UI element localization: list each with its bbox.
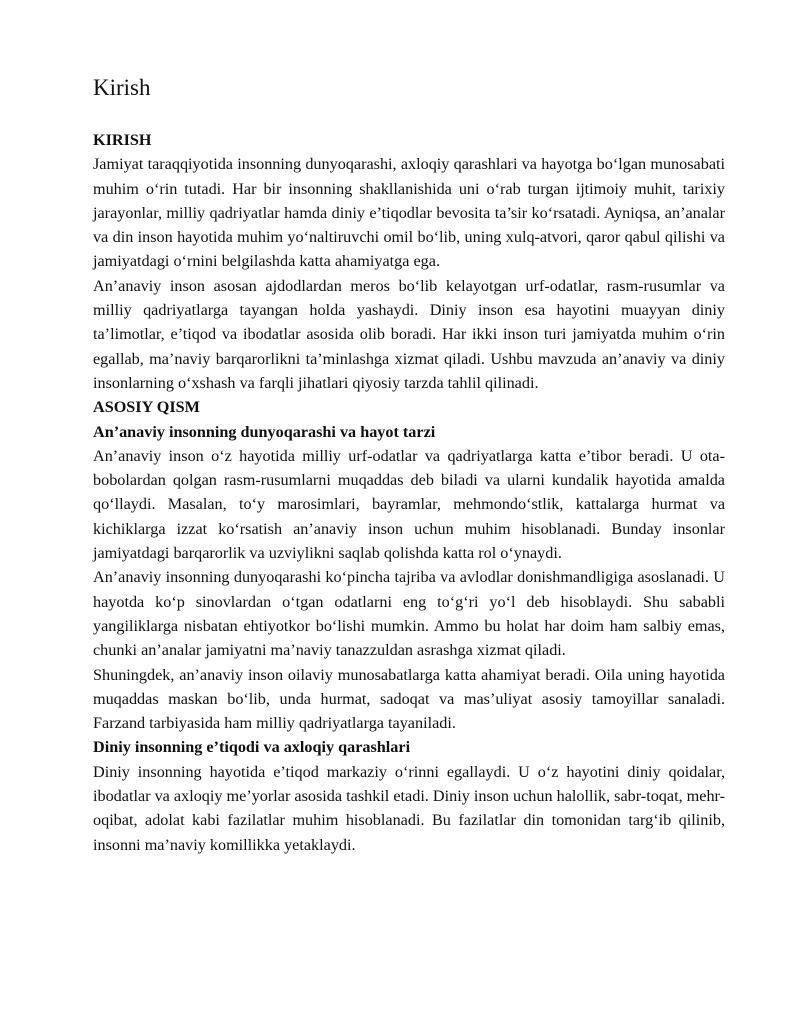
section-heading-kirish: KIRISH (93, 131, 152, 149)
paragraph: An’anaviy inson asosan ajdodlardan meros bo‘lib kelayotgan urf-odatlar, rasm-rusumlar va milliy qadriyatlarga tayangan holda yashaydi. Diniy inson esa hayotini muayyan diniy ta’limotlar, e’tiqod va ibodatlar asosida olib boradi. Har ikki inson turi jamiyatda muhim o‘rin egallab, ma’naviy barqarorlikni ta’minlashga xizmat qiladi. Ushbu mavzuda an’anaviy va diniy insonlarning o‘xshash va farqli jihatlari qiyosiy tarzda tahlil qilinadi. (93, 276, 725, 392)
document-body (93, 128, 725, 857)
document-title: Kirish (93, 75, 151, 100)
paragraph: Shuningdek, an’anaviy inson oilaviy munosabatlarga katta ahamiyat beradi. Oila uning hayotida muqaddas maskan bo‘lib, unda hurmat, sadoqat va mas’uliyat asosiy tamoyillar sanaladi. Farzand tarbiyasida ham milliy qadriyatlarga tayaniladi. (93, 665, 725, 733)
subsection-heading-diniy-inson: Diniy insonning e’tiqodi va axloqiy qarashlari (93, 738, 411, 757)
section-heading-asosiy-qism: ASOSIY QISM (93, 398, 200, 417)
paragraph: An’anaviy insonning dunyoqarashi ko‘pincha tajriba va avlodlar donishmandligiga asoslanadi. U hayotda ko‘p sinovlardan o‘tgan odatlarni eng to‘g‘ri yo‘l deb hisoblaydi. Shu sababli yangiliklarga nisbatan ehtiyotkor bo‘lishi mumkin. Ammo bu holat har doim ham salbiy emas, chunki an’analar jamiyatni ma’naviy tanazzuldan asrashga xizmat qiladi. (93, 568, 725, 660)
paragraph: Jamiyat taraqqiyotida insonning dunyoqarashi, axloqiy qarashlari va hayotga bo‘lgan munosabati muhim o‘rin tutadi. Har bir insonning shakllanishida uni o‘rab turgan ijtimoiy muhit, tarixiy jarayonlar, milliy qadriyatlar hamda diniy e’tiqodlar bevosita ta’sir ko‘rsatadi. Ayniqsa, an’analar va din inson hayotida muhim yo‘naltiruvchi omil bo‘lib, uning xulq-atvori, qaror qabul qilishi va jamiyatdagi o‘rnini belgilashda katta ahamiyatga ega. (93, 155, 725, 271)
paragraph: Diniy insonning hayotida e’tiqod markaziy o‘rinni egallaydi. U o‘z hayotini diniy qoidalar, ibodatlar va axloqiy me’yorlar asosida tashkil etadi. Diniy inson uchun halollik, sabr-toqat, mehr-oqibat, adolat kabi fazilatlar muhim hisoblanadi. Bu fazilatlar din tomonidan targ‘ib qilinib, insonni ma’naviy komillikka yetaklaydi. (93, 762, 725, 854)
paragraph: An’anaviy inson o‘z hayotida milliy urf-odatlar va qadriyatlarga katta e’tibor beradi. U ota-bobolardan qolgan rasm-rusumlarni muqaddas deb biladi va ularni kundalik hayotida amalda qo‘llaydi. Masalan, to‘y marosimlari, bayramlar, mehmondo‘stlik, kattalarga hurmat va kichiklarga izzat ko‘rsatish an’anaviy inson uchun muhim hisoblanadi. Bunday insonlar jamiyatdagi barqarorlik va uzviylikni saqlab qolishda katta rol o‘ynaydi. (93, 446, 725, 563)
subsection-heading-ananaviy-inson: An’anaviy insonning dunyoqarashi va hayot tarzi (93, 422, 436, 441)
